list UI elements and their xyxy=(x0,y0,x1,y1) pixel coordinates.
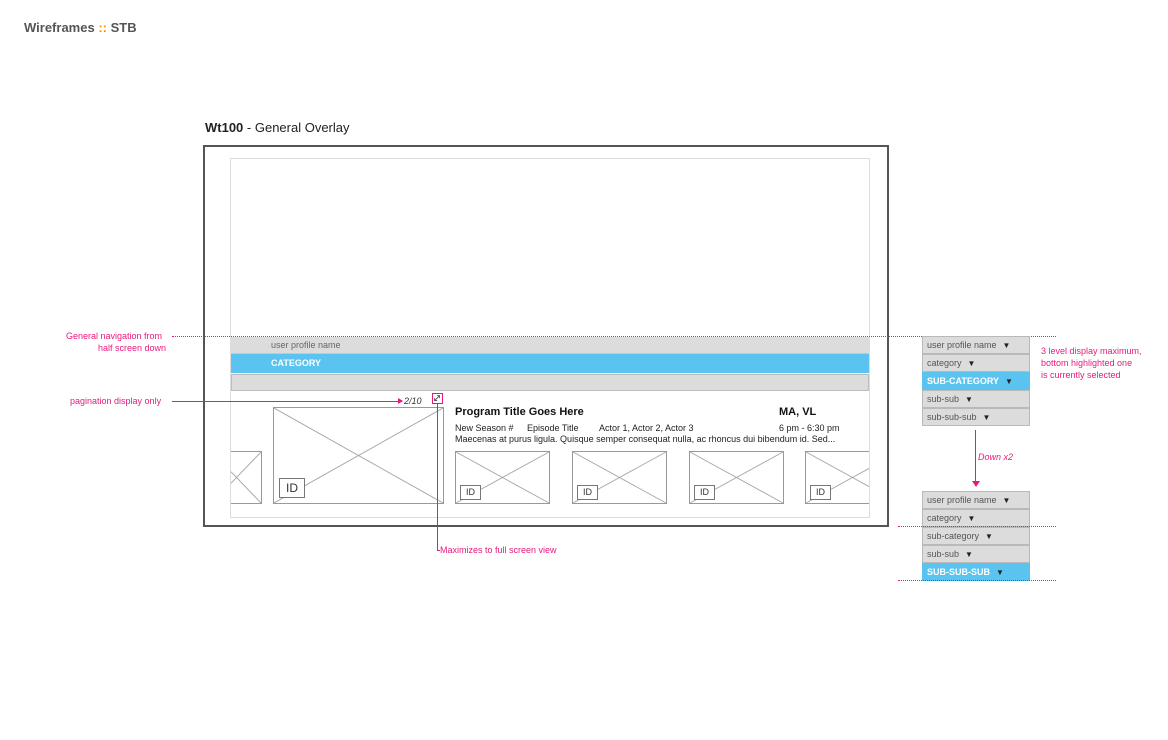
thumbnail[interactable] xyxy=(689,451,784,504)
dropdown-arrow-icon: ▼ xyxy=(965,550,973,559)
annotation-maximize: Maximizes to full screen view xyxy=(440,545,557,555)
menu-state-after xyxy=(922,491,1030,581)
empty-bar xyxy=(231,374,869,391)
thumbnail-selected[interactable] xyxy=(273,407,444,504)
annotation-guide-line xyxy=(898,526,1056,527)
menu-item-label: sub-sub-sub xyxy=(927,412,977,422)
annotation-maximize-line xyxy=(437,404,438,551)
dropdown-arrow-icon: ▼ xyxy=(982,413,991,422)
annotation-levels-1: 3 level display maximum, xyxy=(1041,346,1142,356)
menu-item-label: category xyxy=(927,358,962,368)
menu-item-category[interactable] xyxy=(922,509,1030,527)
thumbnail-partial-left[interactable] xyxy=(230,451,262,504)
annotation-pagination-arrow xyxy=(398,398,403,404)
dropdown-arrow-icon: ▼ xyxy=(1005,377,1013,386)
pagination-count: 2/10 xyxy=(404,396,422,406)
annotation-levels-2: bottom highlighted one xyxy=(1041,358,1133,368)
thumbnail-id: ID xyxy=(577,485,598,500)
menu-item-profile[interactable] xyxy=(922,491,1030,509)
maximize-icon[interactable] xyxy=(432,393,443,404)
menu-item-sub-sub[interactable] xyxy=(922,545,1030,563)
program-actors: Actor 1, Actor 2, Actor 3 xyxy=(599,423,694,433)
program-episode: Episode Title xyxy=(527,423,579,433)
dropdown-arrow-icon: ▼ xyxy=(967,359,976,368)
dropdown-arrow-icon: ▼ xyxy=(1002,341,1011,350)
annotation-down-line xyxy=(975,430,976,482)
annotation-nav-2: half screen down xyxy=(98,343,167,353)
header-suffix: STB xyxy=(110,20,137,35)
dropdown-arrow-icon: ▼ xyxy=(965,395,973,404)
menu-item-label: sub-sub xyxy=(927,394,960,404)
annotation-guide-line xyxy=(898,580,1056,581)
thumbnail-id: ID xyxy=(279,478,305,498)
menu-item-sub-sub[interactable] xyxy=(922,390,1030,408)
menu-item-label: category xyxy=(927,513,962,523)
menu-item-sub-sub-sub[interactable] xyxy=(922,408,1030,426)
frame-title xyxy=(205,120,350,135)
menu-item-sub-category[interactable] xyxy=(922,527,1030,545)
thumbnail-id: ID xyxy=(810,485,831,500)
profile-bar[interactable]: user profile name xyxy=(231,337,869,354)
program-description: Maecenas at purus ligula. Quisque semper consequat nulla, ac rhoncus dui bibendum id. Sed... xyxy=(455,434,836,444)
frame-name: - General Overlay xyxy=(243,120,350,135)
annotation-levels-3: is currently selected xyxy=(1041,370,1121,380)
annotation-pagination-line xyxy=(172,401,402,402)
frame-id: Wt100 xyxy=(205,120,244,135)
menu-item-label: sub-sub xyxy=(927,549,960,559)
page-header xyxy=(24,20,137,35)
annotation-down-arrow xyxy=(972,481,980,487)
menu-item-label: user profile name xyxy=(927,495,997,505)
dropdown-arrow-icon: ▼ xyxy=(985,532,993,541)
menu-item-label: user profile name xyxy=(927,340,997,350)
thumbnail-id: ID xyxy=(694,485,715,500)
menu-state-before xyxy=(922,336,1030,426)
thumbnail[interactable] xyxy=(455,451,550,504)
menu-item-label: SUB-SUB-SUB xyxy=(927,567,990,577)
program-season: New Season # xyxy=(455,423,514,433)
menu-item-profile[interactable] xyxy=(922,336,1030,354)
menu-item-sub-category-selected[interactable] xyxy=(922,372,1030,390)
menu-item-label: SUB-CATEGORY xyxy=(927,376,999,386)
menu-item-label: sub-category xyxy=(927,531,980,541)
thumbnail[interactable] xyxy=(572,451,667,504)
header-separator: :: xyxy=(98,20,107,35)
dropdown-arrow-icon: ▼ xyxy=(1002,496,1011,505)
program-network: MA, VL xyxy=(779,406,817,418)
category-bar[interactable]: CATEGORY xyxy=(231,354,869,373)
header-prefix: Wireframes xyxy=(24,20,95,35)
dropdown-arrow-icon: ▼ xyxy=(967,514,976,523)
dropdown-arrow-icon: ▼ xyxy=(996,568,1004,577)
annotation-nav: General navigation from xyxy=(66,331,163,341)
program-time: 6 pm - 6:30 pm xyxy=(779,423,840,433)
tv-screen xyxy=(230,158,870,518)
annotation-pagination: pagination display only xyxy=(70,396,162,406)
thumbnail-partial-right[interactable] xyxy=(805,451,870,504)
program-title: Program Title Goes Here xyxy=(455,406,584,418)
annotation-down: Down x2 xyxy=(978,452,1014,462)
menu-item-category[interactable] xyxy=(922,354,1030,372)
menu-item-sub-sub-sub-selected[interactable] xyxy=(922,563,1030,581)
thumbnail-id: ID xyxy=(460,485,481,500)
